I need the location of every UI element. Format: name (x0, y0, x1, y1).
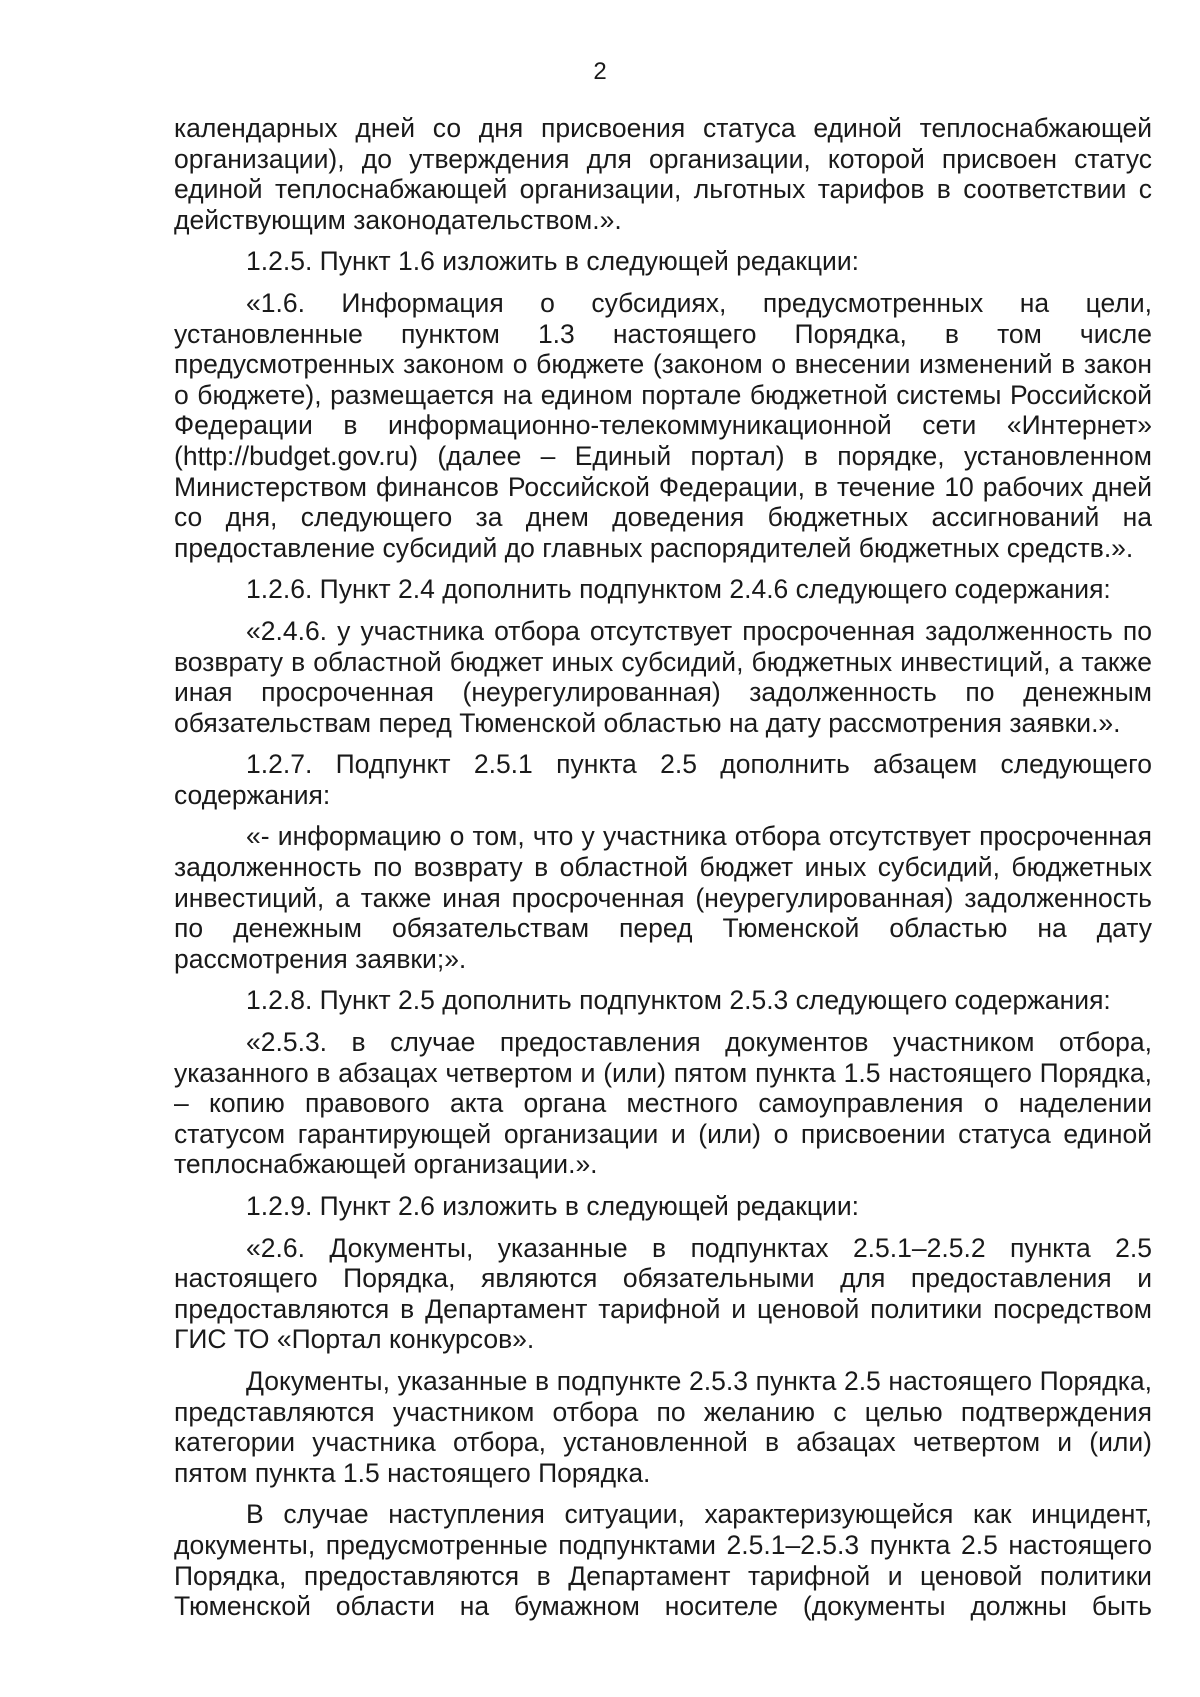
paragraph-2-6-text: «2.6. Документы, указанные в подпунктах 2.5.1–2.5.2 пункта 2.5 настоящего Порядка, являются обязательными для предоставления и предоставляются в Департамент тарифной и ценовой политики посредством ГИС ТО «Портал конкурсов». (174, 1232, 1152, 1355)
paragraph-1-2-8: 1.2.8. Пункт 2.5 дополнить подпунктом 2.5.3 следующего содержания: (246, 985, 1111, 1016)
paragraph-2-5-1-addition: «- информацию о том, что у участника отбора отсутствует просроченная задолженность по возврату в областной бюджет иных субсидий, бюджетных инвестиций, а также иная просроченная (неурегулированная) задолженность по денежным обязательствам перед Тюменской областью на дату рассмотрения заявки;». (174, 821, 1152, 974)
paragraph-1-2-7: 1.2.7. Подпункт 2.5.1 пункта 2.5 дополнить абзацем следующего содержания: (174, 749, 1152, 810)
paragraph-2-5-3-text: «2.5.3. в случае предоставления документов участником отбора, указанного в абзацах четвертом и (или) пятом пункта 1.5 настоящего Порядка, – копию правового акта органа местного самоуправления о наделении статусом гарантирующей организации и (или) о присвоении статуса единой теплоснабжающей организации.». (174, 1027, 1152, 1180)
paragraph-2-4-6-text: «2.4.6. у участника отбора отсутствует просроченная задолженность по возврату в областной бюджет иных субсидий, бюджетных инвестиций, а также иная просроченная (неурегулированная) задолженность по денежным обязательствам перед Тюменской областью на дату рассмотрения заявки.». (174, 615, 1152, 738)
paragraph-1-6-text: «1.6. Информация о субсидиях, предусмотренных на цели, установленные пунктом 1.3 настоящего Порядка, в том числе предусмотренных законом о бюджете (законом о внесении изменений в закон о бюджете), размещается на едином портале бюджетной системы Российской Федерации в информационно-телекоммуникационной сети «Интернет» (http://budget.gov.ru) (далее – Единый портал) в порядке, установленном Министерством финансов Российской Федерации, в течение 10 рабочих дней со дня, следующего за днем доведения бюджетных ассигнований на предоставление субсидий до главных распорядителей бюджетных средств.». (174, 287, 1152, 563)
document-body (174, 113, 1152, 1633)
paragraph-1-2-6: 1.2.6. Пункт 2.4 дополнить подпунктом 2.4.6 следующего содержания: (246, 574, 1111, 605)
page-number: 2 (593, 58, 607, 85)
paragraph-2-6-documents: Документы, указанные в подпункте 2.5.3 пункта 2.5 настоящего Порядка, представляются участником отбора по желанию с целью подтверждения категории участника отбора, установленной в абзацах четвертом и (или) пятом пункта 1.5 настоящего Порядка. (174, 1365, 1152, 1488)
paragraph-1-2-9: 1.2.9. Пункт 2.6 изложить в следующей редакции: (246, 1191, 860, 1221)
paragraph-1-2-5: 1.2.5. Пункт 1.6 изложить в следующей редакции: (246, 246, 860, 277)
paragraph-continuation: календарных дней со дня присвоения статуса единой теплоснабжающей организации), до утверждения для организации, которой присвоен статус единой теплоснабжающей организации, льготных тарифов в соответствии с действующим законодательством.». (174, 113, 1152, 235)
paragraph-2-6-incident: В случае наступления ситуации, характеризующейся как инцидент, документы, предусмотренные подпунктами 2.5.1–2.5.3 пункта 2.5 настоящего Порядка, предоставляются в Департамент тарифной и ценовой политики Тюменской области на бумажном носителе (документы должны быть (174, 1499, 1152, 1622)
